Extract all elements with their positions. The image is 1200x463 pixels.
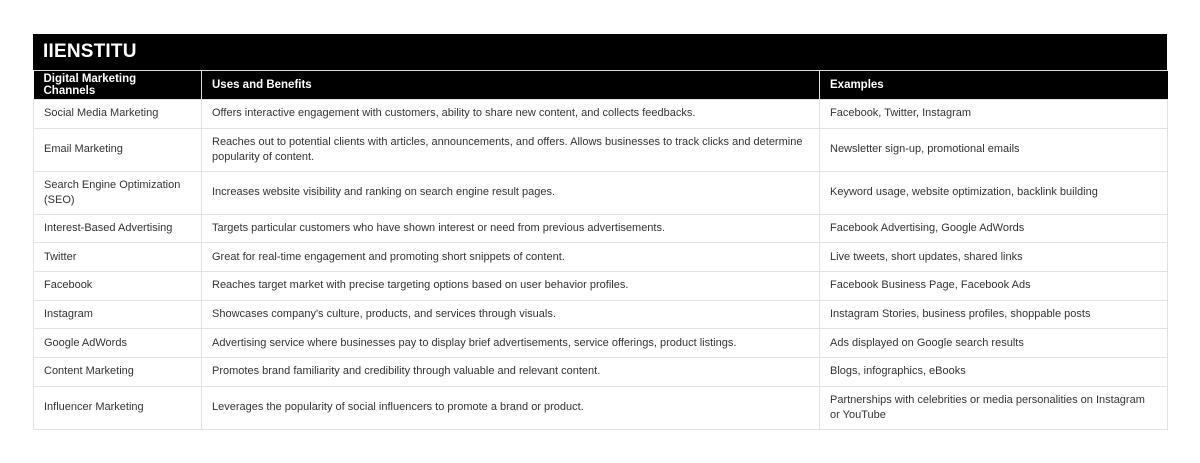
table-row bbox=[34, 300, 1168, 329]
examples-cell: Blogs, infographics, eBooks bbox=[820, 358, 1168, 387]
uses-cell: Reaches target market with precise targeting options based on user behavior profiles. bbox=[202, 272, 820, 301]
brand-header: IIENSTITU bbox=[33, 34, 1167, 70]
channel-cell: Search Engine Optimization (SEO) bbox=[34, 171, 202, 214]
examples-cell: Facebook Advertising, Google AdWords bbox=[820, 214, 1168, 243]
uses-cell: Advertising service where businesses pay to display brief advertisements, service offerings, product listings. bbox=[202, 329, 820, 358]
uses-cell: Leverages the popularity of social influencers to promote a brand or product. bbox=[202, 386, 820, 429]
table-header-row bbox=[34, 71, 1168, 100]
channel-cell: Interest-Based Advertising bbox=[34, 214, 202, 243]
table-row bbox=[34, 100, 1168, 129]
channel-cell: Email Marketing bbox=[34, 128, 202, 171]
table-row bbox=[34, 128, 1168, 171]
uses-cell: Offers interactive engagement with customers, ability to share new content, and collects feedbacks. bbox=[202, 100, 820, 129]
examples-cell: Facebook Business Page, Facebook Ads bbox=[820, 272, 1168, 301]
column-header-channels: Digital Marketing Channels bbox=[34, 71, 202, 100]
channel-cell: Influencer Marketing bbox=[34, 386, 202, 429]
channel-cell: Facebook bbox=[34, 272, 202, 301]
examples-cell: Keyword usage, website optimization, backlink building bbox=[820, 171, 1168, 214]
table-row bbox=[34, 358, 1168, 387]
uses-cell: Great for real-time engagement and promoting short snippets of content. bbox=[202, 243, 820, 272]
channel-cell: Social Media Marketing bbox=[34, 100, 202, 129]
examples-cell: Live tweets, short updates, shared links bbox=[820, 243, 1168, 272]
table-row bbox=[34, 272, 1168, 301]
table-row bbox=[34, 243, 1168, 272]
examples-cell: Newsletter sign-up, promotional emails bbox=[820, 128, 1168, 171]
table-row bbox=[34, 386, 1168, 429]
channel-cell: Content Marketing bbox=[34, 358, 202, 387]
channel-cell: Google AdWords bbox=[34, 329, 202, 358]
uses-cell: Promotes brand familiarity and credibility through valuable and relevant content. bbox=[202, 358, 820, 387]
uses-cell: Increases website visibility and ranking on search engine result pages. bbox=[202, 171, 820, 214]
uses-cell: Targets particular customers who have shown interest or need from previous advertisements. bbox=[202, 214, 820, 243]
channel-cell: Instagram bbox=[34, 300, 202, 329]
table-row bbox=[34, 171, 1168, 214]
marketing-channels-table-container bbox=[33, 34, 1167, 430]
examples-cell: Facebook, Twitter, Instagram bbox=[820, 100, 1168, 129]
column-header-uses: Uses and Benefits bbox=[202, 71, 820, 100]
table-row bbox=[34, 329, 1168, 358]
examples-cell: Instagram Stories, business profiles, shoppable posts bbox=[820, 300, 1168, 329]
examples-cell: Ads displayed on Google search results bbox=[820, 329, 1168, 358]
uses-cell: Showcases company's culture, products, and services through visuals. bbox=[202, 300, 820, 329]
marketing-channels-table bbox=[33, 70, 1168, 430]
table-row bbox=[34, 214, 1168, 243]
examples-cell: Partnerships with celebrities or media personalities on Instagram or YouTube bbox=[820, 386, 1168, 429]
uses-cell: Reaches out to potential clients with articles, announcements, and offers. Allows businesses to track clicks and determine popularity of content. bbox=[202, 128, 820, 171]
column-header-examples: Examples bbox=[820, 71, 1168, 100]
channel-cell: Twitter bbox=[34, 243, 202, 272]
